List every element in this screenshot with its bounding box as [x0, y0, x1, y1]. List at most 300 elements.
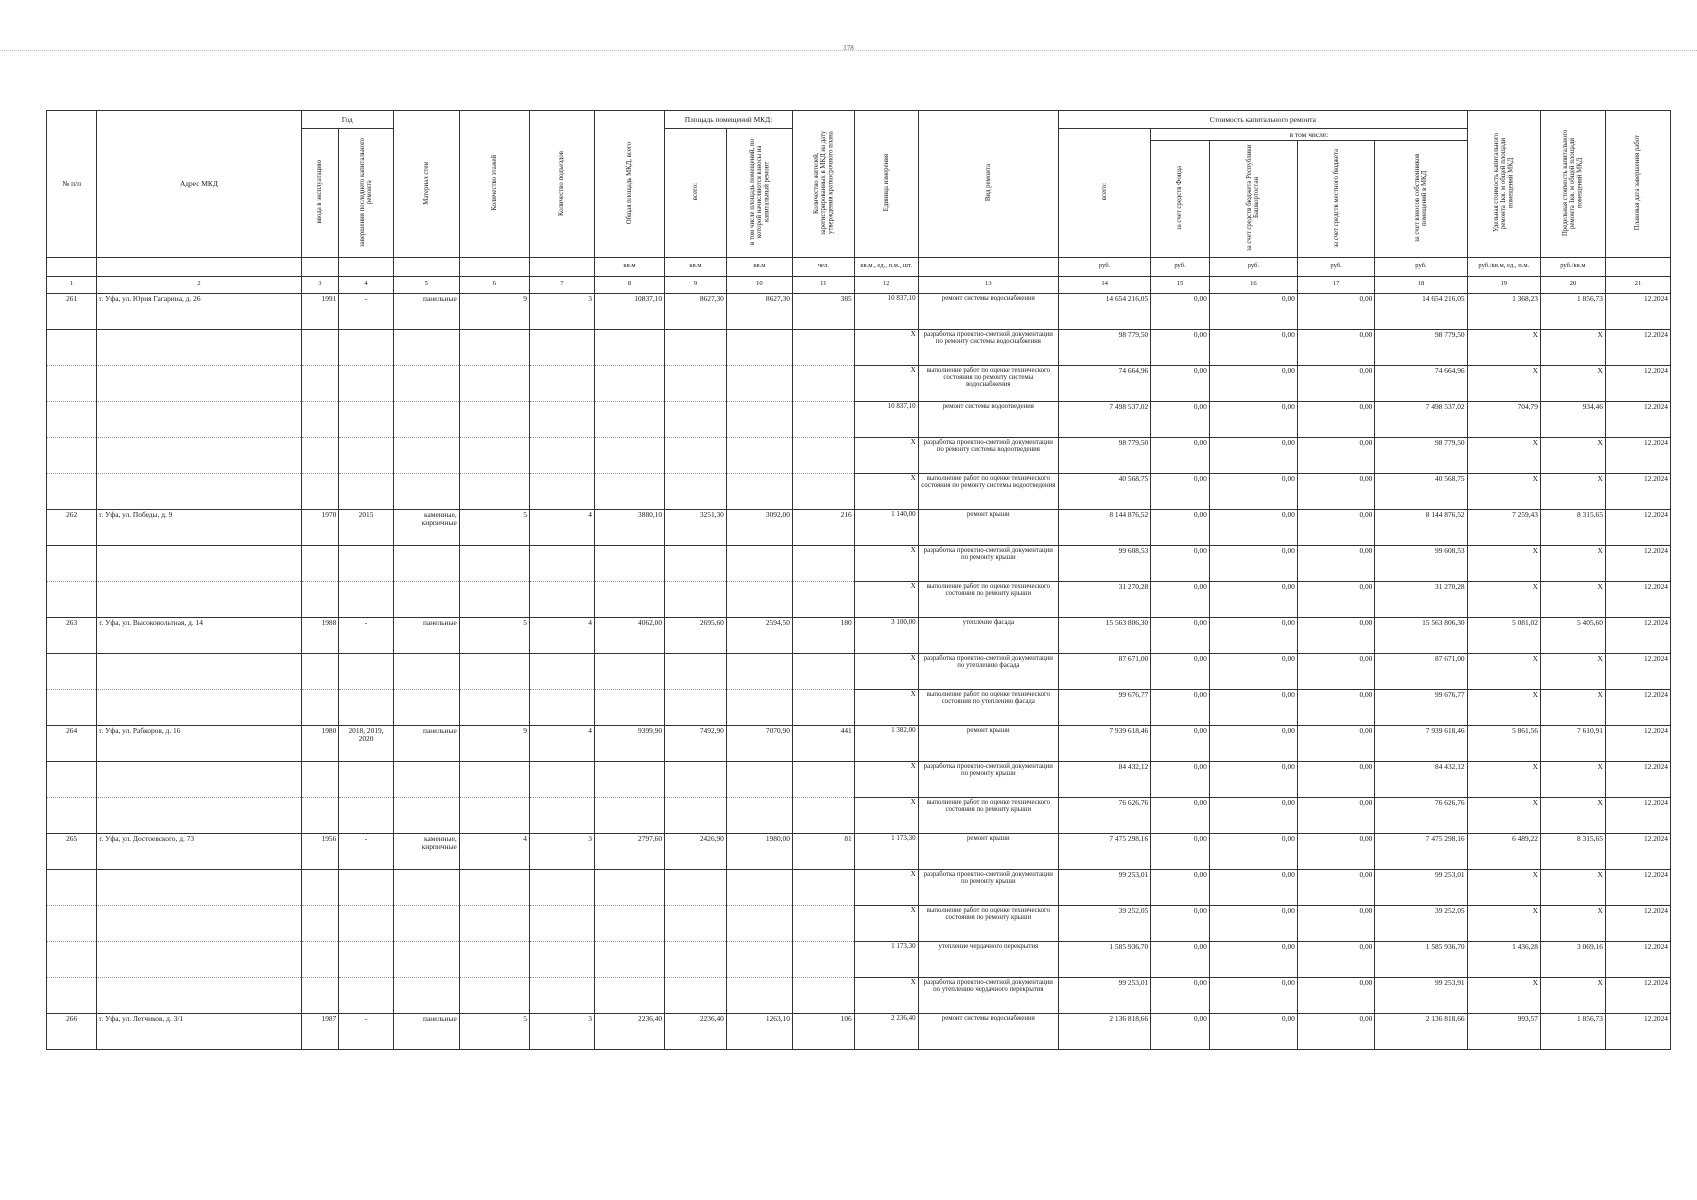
table-cell: 0,00 [1209, 761, 1297, 797]
table-cell [792, 761, 854, 797]
table-cell [665, 437, 727, 473]
table-cell: 39 252,05 [1059, 905, 1151, 941]
table-cell: 5 [459, 1013, 529, 1049]
table-cell: X [1540, 797, 1605, 833]
table-cell [665, 797, 727, 833]
table-cell: панельные [393, 725, 459, 761]
table-cell: 2 136 818,66 [1375, 1013, 1467, 1049]
table-cell: 12.2024 [1605, 653, 1670, 689]
table-cell: 98 779,50 [1375, 437, 1467, 473]
table-cell [726, 473, 792, 509]
table-cell [459, 977, 529, 1013]
unit-cell: кв.м [726, 257, 792, 276]
table-cell [97, 905, 301, 941]
table-cell [339, 473, 393, 509]
table-cell [529, 401, 594, 437]
table-cell: 15 563 806,30 [1059, 617, 1151, 653]
table-cell: X [1540, 869, 1605, 905]
table-cell: 1970 [301, 509, 339, 545]
table-cell [339, 905, 393, 941]
table-cell: X [1540, 977, 1605, 1013]
table-row [47, 761, 1671, 797]
table-cell: 1 140,00 [854, 509, 918, 545]
table-cell [339, 581, 393, 617]
table-cell: 993,57 [1467, 1013, 1540, 1049]
hdr-cost-group: Стоимость капитального ремонта [1059, 111, 1468, 129]
table-cell: X [1467, 581, 1540, 617]
table-cell: 441 [792, 725, 854, 761]
table-cell [47, 581, 97, 617]
table-cell: X [1540, 365, 1605, 401]
unit-cell: руб./кв.м [1540, 257, 1605, 276]
table-cell: 0,00 [1151, 401, 1210, 437]
table-row [47, 977, 1671, 1013]
table-cell: X [1467, 437, 1540, 473]
table-cell: 12.2024 [1605, 509, 1670, 545]
table-cell: 0,00 [1151, 905, 1210, 941]
table-cell [665, 473, 727, 509]
table-cell [529, 581, 594, 617]
col-number: 17 [1297, 276, 1375, 293]
table-cell: 4 [459, 833, 529, 869]
table-cell [459, 545, 529, 581]
table-cell: X [1467, 365, 1540, 401]
table-cell: 98 779,50 [1375, 329, 1467, 365]
table-cell: X [854, 761, 918, 797]
col-number: 1 [47, 276, 97, 293]
table-cell: 3251,30 [665, 509, 727, 545]
table-cell [339, 653, 393, 689]
unit-cell: чел. [792, 257, 854, 276]
table-cell [459, 437, 529, 473]
table-cell: X [854, 653, 918, 689]
table-cell: 12.2024 [1605, 689, 1670, 725]
table-cell [97, 797, 301, 833]
table-cell: 0,00 [1151, 797, 1210, 833]
table-cell: 0,00 [1151, 977, 1210, 1013]
table-cell [792, 545, 854, 581]
table-cell: 1 368,23 [1467, 293, 1540, 329]
table-cell [393, 329, 459, 365]
table-cell [47, 545, 97, 581]
table-cell: 0,00 [1209, 473, 1297, 509]
col-number: 7 [529, 276, 594, 293]
table-cell [393, 905, 459, 941]
table-cell [529, 473, 594, 509]
table-cell [665, 761, 727, 797]
table-cell: 263 [47, 617, 97, 653]
table-cell: X [1540, 653, 1605, 689]
table-cell: 9 [459, 725, 529, 761]
table-cell: 12.2024 [1605, 1013, 1670, 1049]
table-cell: каменные, кирпичные [393, 833, 459, 869]
table-cell: 1 856,73 [1540, 1013, 1605, 1049]
table-cell: 3 069,16 [1540, 941, 1605, 977]
table-cell [792, 329, 854, 365]
table-cell [459, 401, 529, 437]
table-cell: каменные, кирпичные [393, 509, 459, 545]
table-cell [339, 761, 393, 797]
table-cell: 12.2024 [1605, 617, 1670, 653]
table-cell: 3 100,00 [854, 617, 918, 653]
unit-cell [97, 257, 301, 276]
col-number: 2 [97, 276, 301, 293]
table-cell: X [854, 977, 918, 1013]
table-cell: 3092,00 [726, 509, 792, 545]
table-cell: 0,00 [1151, 473, 1210, 509]
table-cell: 3 [529, 293, 594, 329]
table-cell [529, 869, 594, 905]
table-cell: утепление фасада [918, 617, 1058, 653]
table-cell [594, 653, 664, 689]
table-cell [792, 401, 854, 437]
hdr-repair-type: Вид ремонта [918, 111, 1058, 258]
table-cell: X [1467, 329, 1540, 365]
table-cell: 0,00 [1209, 581, 1297, 617]
table-cell: разработка проектно-сметной документации по утеплению чердачного перекрытия [918, 977, 1058, 1013]
table-cell [393, 581, 459, 617]
page-number: 178 [843, 44, 854, 52]
table-cell [529, 653, 594, 689]
table-cell: 0,00 [1297, 617, 1375, 653]
table-cell: 1263,10 [726, 1013, 792, 1049]
col-number: 3 [301, 276, 339, 293]
table-cell: 39 252,05 [1375, 905, 1467, 941]
table-cell: 0,00 [1209, 869, 1297, 905]
table-cell: разработка проектно-сметной документации по ремонту системы водоотведения [918, 437, 1058, 473]
table-cell: ремонт системы водоснабжения [918, 293, 1058, 329]
table-cell [726, 329, 792, 365]
table-cell: 106 [792, 1013, 854, 1049]
unit-cell [1605, 257, 1670, 276]
table-cell: X [854, 473, 918, 509]
table-cell [339, 689, 393, 725]
table-cell [594, 941, 664, 977]
table-cell: 2594,50 [726, 617, 792, 653]
table-cell: 98 779,50 [1059, 329, 1151, 365]
table-cell: X [1467, 869, 1540, 905]
hdr-number: № п/п [47, 111, 97, 258]
table-cell: 0,00 [1209, 725, 1297, 761]
table-row [47, 689, 1671, 725]
table-cell [339, 797, 393, 833]
table-cell: г. Уфа, ул. Рабкоров, д. 16 [97, 725, 301, 761]
table-cell [47, 401, 97, 437]
table-cell: 4062,00 [594, 617, 664, 653]
table-cell [529, 545, 594, 581]
table-row [47, 833, 1671, 869]
table-cell [594, 365, 664, 401]
hdr-area-all: всего: [665, 129, 727, 258]
table-cell [792, 581, 854, 617]
table-cell: панельные [393, 617, 459, 653]
table-cell: X [1467, 797, 1540, 833]
table-cell: 5 [459, 617, 529, 653]
table-cell: 74 664,96 [1059, 365, 1151, 401]
table-cell [529, 941, 594, 977]
table-cell [665, 689, 727, 725]
table-cell: 0,00 [1209, 797, 1297, 833]
table-cell: 6 489,22 [1467, 833, 1540, 869]
table-cell [792, 869, 854, 905]
table-cell [339, 437, 393, 473]
table-cell [529, 329, 594, 365]
table-cell: 4 [529, 725, 594, 761]
table-cell: X [854, 437, 918, 473]
table-cell: 3 [529, 833, 594, 869]
col-number: 14 [1059, 276, 1151, 293]
table-cell: 10837,10 [594, 293, 664, 329]
table-cell: 1987 [301, 1013, 339, 1049]
table-cell [459, 365, 529, 401]
table-row [47, 437, 1671, 473]
table-cell [459, 473, 529, 509]
table-cell: 0,00 [1297, 869, 1375, 905]
table-cell [301, 365, 339, 401]
table-cell: 1 585 936,70 [1059, 941, 1151, 977]
table-cell: X [1467, 545, 1540, 581]
table-cell [792, 473, 854, 509]
table-cell [301, 653, 339, 689]
table-cell [47, 473, 97, 509]
table-cell: 1 173,30 [854, 833, 918, 869]
table-cell [726, 977, 792, 1013]
table-cell: 12.2024 [1605, 581, 1670, 617]
table-cell [301, 401, 339, 437]
table-cell [97, 941, 301, 977]
table-cell [792, 653, 854, 689]
table-cell [393, 869, 459, 905]
table-cell: 0,00 [1297, 725, 1375, 761]
hdr-year-commissioned: ввода в эксплуатацию [301, 129, 339, 258]
table-cell: 0,00 [1209, 329, 1297, 365]
table-row [47, 941, 1671, 977]
table-row [47, 725, 1671, 761]
table-cell [726, 941, 792, 977]
hdr-fund: за счет средств Фонда [1151, 141, 1210, 258]
table-cell: 0,00 [1209, 545, 1297, 581]
table-cell [301, 797, 339, 833]
table-cell [97, 401, 301, 437]
table-cell: выполнение работ по оценке технического состояния по ремонту крыши [918, 905, 1058, 941]
table-cell [339, 941, 393, 977]
table-cell: 99 676,77 [1059, 689, 1151, 725]
table-cell: разработка проектно-сметной документации по ремонту крыши [918, 869, 1058, 905]
table-cell: разработка проектно-сметной документации по ремонту крыши [918, 761, 1058, 797]
table-cell: X [854, 545, 918, 581]
unit-cell [918, 257, 1058, 276]
unit-cell: руб. [1151, 257, 1210, 276]
unit-cell: кв.м [594, 257, 664, 276]
table-cell: 704,79 [1467, 401, 1540, 437]
table-cell: 8 315,65 [1540, 833, 1605, 869]
table-cell: 8 144 876,52 [1375, 509, 1467, 545]
table-cell [301, 689, 339, 725]
table-cell: 74 664,96 [1375, 365, 1467, 401]
table-cell: 7492,90 [665, 725, 727, 761]
table-cell [792, 797, 854, 833]
table-cell [594, 437, 664, 473]
table-cell: 0,00 [1209, 689, 1297, 725]
table-cell: X [1467, 761, 1540, 797]
table-body [47, 293, 1671, 1049]
hdr-limit-cost: Предельная стоимость капитального ремонта 1кв. м общей площади помещений МКД [1540, 111, 1605, 258]
table-cell: 0,00 [1209, 833, 1297, 869]
table-cell [529, 689, 594, 725]
table-cell [792, 941, 854, 977]
hdr-year-last-repair: завершения последнего капитального ремонта [339, 129, 393, 258]
table-row [47, 617, 1671, 653]
table-row [47, 653, 1671, 689]
table-cell: - [339, 293, 393, 329]
table-cell: 5 081,02 [1467, 617, 1540, 653]
table-cell [594, 869, 664, 905]
hdr-cost-total: всего: [1059, 129, 1151, 258]
table-cell [594, 689, 664, 725]
table-row [47, 581, 1671, 617]
table-cell: 15 563 806,30 [1375, 617, 1467, 653]
table-cell: 1 856,73 [1540, 293, 1605, 329]
col-number: 9 [665, 276, 727, 293]
col-number: 10 [726, 276, 792, 293]
table-cell: 0,00 [1151, 581, 1210, 617]
table-cell: 0,00 [1151, 293, 1210, 329]
table-cell: 99 253,01 [1375, 869, 1467, 905]
table-cell [393, 941, 459, 977]
table-cell: X [854, 329, 918, 365]
table-cell [47, 437, 97, 473]
table-cell: - [339, 617, 393, 653]
table-cell: 12.2024 [1605, 329, 1670, 365]
table-cell: 87 671,00 [1375, 653, 1467, 689]
table-cell [726, 365, 792, 401]
table-cell [97, 473, 301, 509]
table-cell [665, 869, 727, 905]
table-cell: 0,00 [1151, 869, 1210, 905]
hdr-year: Год [301, 111, 393, 129]
table-row [47, 293, 1671, 329]
table-cell [726, 401, 792, 437]
table-row [47, 905, 1671, 941]
table-cell: 0,00 [1209, 293, 1297, 329]
table-cell: 2 136 818,66 [1059, 1013, 1151, 1049]
table-cell [97, 329, 301, 365]
table-cell: 0,00 [1151, 545, 1210, 581]
table-row [47, 473, 1671, 509]
table-cell [393, 761, 459, 797]
table-cell: 0,00 [1297, 797, 1375, 833]
table-cell: - [339, 1013, 393, 1049]
table-cell: 7 939 618,46 [1059, 725, 1151, 761]
table-cell: 9 [459, 293, 529, 329]
hdr-including: в том числе: [1151, 129, 1467, 141]
table-row [47, 869, 1671, 905]
table-cell: 0,00 [1297, 689, 1375, 725]
table-cell: X [854, 869, 918, 905]
table-cell [339, 869, 393, 905]
table-cell: 0,00 [1297, 941, 1375, 977]
unit-cell [301, 257, 339, 276]
table-cell: 0,00 [1297, 833, 1375, 869]
table-cell [594, 905, 664, 941]
table-cell: 0,00 [1297, 473, 1375, 509]
table-cell: X [1467, 977, 1540, 1013]
table-cell: X [854, 689, 918, 725]
table-cell [594, 473, 664, 509]
unit-cell [393, 257, 459, 276]
table-cell [47, 941, 97, 977]
table-cell [393, 437, 459, 473]
table-cell [97, 545, 301, 581]
table-cell: 0,00 [1151, 941, 1210, 977]
table-cell: 2015 [339, 509, 393, 545]
table-cell [47, 365, 97, 401]
table-cell: 0,00 [1297, 977, 1375, 1013]
table-cell [301, 869, 339, 905]
table-cell: 84 432,12 [1059, 761, 1151, 797]
hdr-total-area: Общая площадь МКД, всего [594, 111, 664, 258]
table-cell: 7 939 618,46 [1375, 725, 1467, 761]
table-cell: 0,00 [1151, 329, 1210, 365]
table-cell: 12.2024 [1605, 869, 1670, 905]
hdr-owners: за счет взносов собственников помещений в МКД [1375, 141, 1467, 258]
table-row [47, 329, 1671, 365]
table-cell [301, 941, 339, 977]
table-cell: 7 259,43 [1467, 509, 1540, 545]
table-cell: выполнение работ по оценке технического состояния по ремонту системы водоснабжения [918, 365, 1058, 401]
table-cell: выполнение работ по оценке технического состояния по ремонту крыши [918, 581, 1058, 617]
table-cell: 12.2024 [1605, 293, 1670, 329]
table-cell: 0,00 [1209, 1013, 1297, 1049]
table-cell: 2236,40 [665, 1013, 727, 1049]
table-cell: 1 436,28 [1467, 941, 1540, 977]
col-number: 20 [1540, 276, 1605, 293]
table-cell: 0,00 [1297, 581, 1375, 617]
table-cell: X [1540, 545, 1605, 581]
table-cell: X [854, 365, 918, 401]
table-cell [97, 581, 301, 617]
table-cell: 2236,40 [594, 1013, 664, 1049]
table-cell [459, 869, 529, 905]
table-cell: 0,00 [1151, 437, 1210, 473]
table-cell [47, 689, 97, 725]
table-cell: 262 [47, 509, 97, 545]
table-cell: 0,00 [1151, 761, 1210, 797]
table-cell [529, 797, 594, 833]
table-cell [97, 869, 301, 905]
table-cell [393, 977, 459, 1013]
table-cell [339, 401, 393, 437]
table-row [47, 1013, 1671, 1049]
table-cell: разработка проектно-сметной документации по ремонту крыши [918, 545, 1058, 581]
table-cell: X [1540, 689, 1605, 725]
hdr-entrances: Количество подъездов [529, 111, 594, 258]
table-cell: X [1540, 905, 1605, 941]
table-cell [594, 761, 664, 797]
table-cell: 7 498 537,02 [1375, 401, 1467, 437]
table-cell: выполнение работ по оценке технического состояния по ремонту системы водоотведения [918, 473, 1058, 509]
table-cell [393, 473, 459, 509]
table-cell: X [1467, 905, 1540, 941]
table-cell: панельные [393, 1013, 459, 1049]
table-cell [459, 797, 529, 833]
table-cell: 31 270,28 [1059, 581, 1151, 617]
hdr-residents: Количество жителей, зарегистрированных в МКД на дату утверждения краткосрочного плана [792, 111, 854, 258]
table-cell [97, 977, 301, 1013]
table-cell: 40 568,75 [1375, 473, 1467, 509]
table-cell [459, 941, 529, 977]
hdr-area-group: Площадь помещений МКД: [665, 111, 793, 129]
